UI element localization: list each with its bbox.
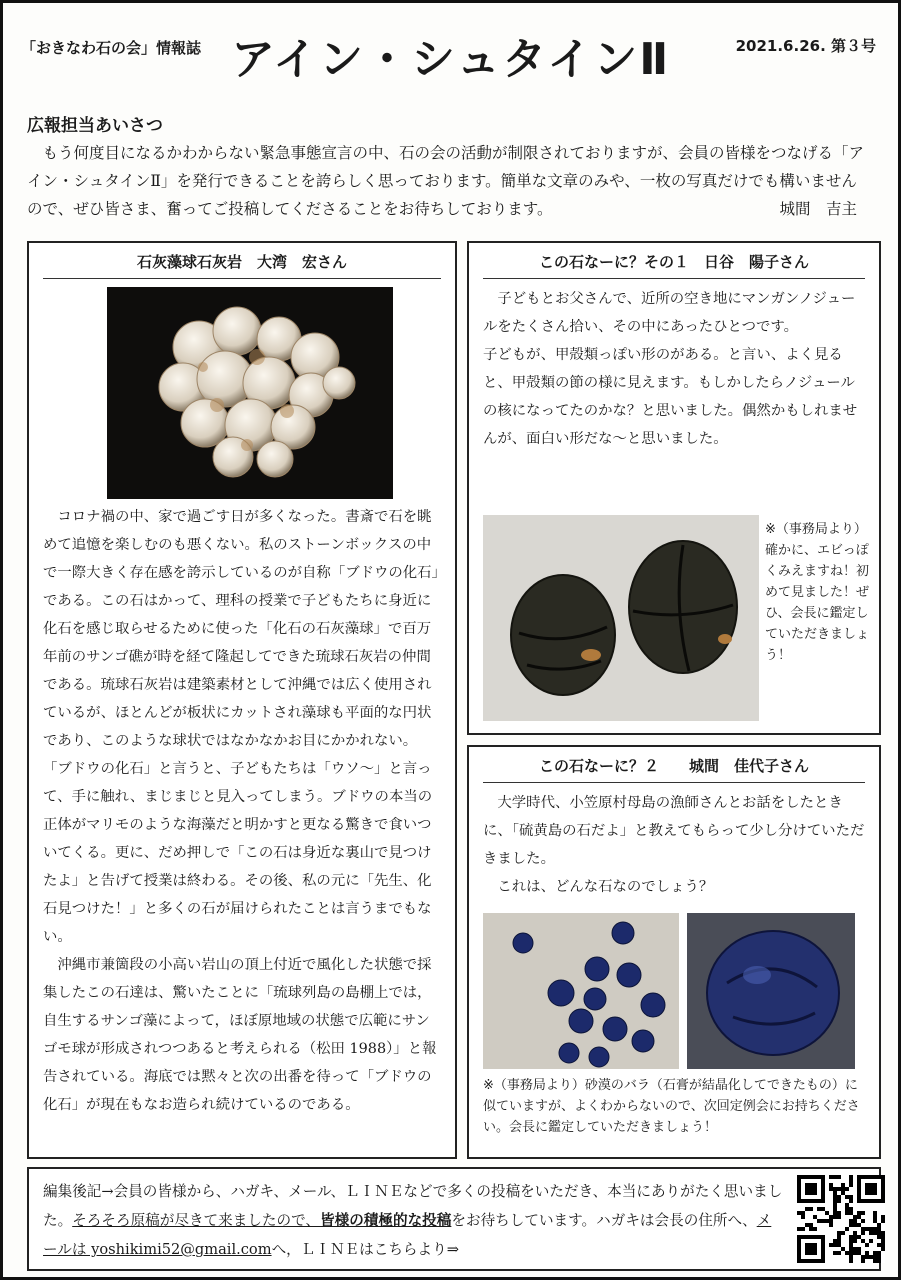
greeting-signature: 城間 吉主 [779, 200, 857, 218]
issue-date: 2021.6.26. 第３号 [735, 37, 876, 55]
footer-text-3: 皆様の積極的な投稿 [320, 1212, 452, 1229]
article-left-paragraph: 沖縄市兼箇段の小高い岩山の頂上付近で風化した状態で採集したこの石達は、驚いたことに「琉球列島の島棚上では，自生するサンゴ藻によって，ほぼ原地域の状態で広範にサンゴモ球が形成されつつあると考えられる（松田 1988）」と報告されている。海底では黙々と次の出番を待って「ブドウの化石」が現在もなお造られ続けているのである。 [43, 957, 437, 1113]
footer-text [43, 1177, 783, 1264]
article-right1-paragraph: 子どもが、甲殻類っぽい形のがある。と言い、よく見ると、甲殻類の節の様に見えます。もしかしたらノジュールの核になってたのかな？と思いました。偶然かもしれませんが、面白い形だな〜と思いました。 [483, 347, 858, 447]
blue-stone-closeup-photo [687, 913, 855, 1069]
article-right2-title: この石なーに？２ 城間 佳代子さん [483, 755, 865, 783]
article-right2-text [483, 789, 867, 901]
footer-text-1: 編集後記→会員の皆様から、ハガキ、メール、ＬＩＮＥなどで多くの投稿をいただき、本当にありがたく思いました。 [43, 1183, 783, 1229]
blue-stones-photo [483, 913, 679, 1069]
article-right2-note: ※（事務局より）砂漠のバラ（石膏が結晶化してできたもの）に似ていますが、よくわからないので、次回定例会にお持ちください。会長に鑑定していただきましょう！ [483, 1078, 860, 1135]
article-right2-box [467, 745, 881, 1159]
newsletter-title: アイン・シュタインⅡ [231, 34, 671, 85]
article-left-paragraph: 「ブドウの化石」と言うと、子どもたちは「ウソ〜」と言って、手に触れ、まじまじと見入ってしまう。ブドウの本当の正体がマリモのような海藻だと明かすと更なる驚きで食いついてくる。更に、だめ押しで「この石は身近な裏山で見つけたよ」と告げて授業は終わる。その後、私の元に「先生、化石見つけた！」と多くの石が届けられたことは言うまでもない。 [43, 761, 433, 945]
article-left-box [27, 241, 457, 1159]
newsletter-kicker: 「おきなわ石の会」情報誌 [21, 39, 202, 57]
article-right2-paragraph: これは、どんな石なのでしょう？ [497, 879, 714, 895]
blue-stones-image [483, 913, 679, 1069]
greeting-body [27, 139, 867, 223]
qr-code-icon[interactable] [797, 1175, 885, 1263]
footer-text-2: そろそろ原稿が尽きて来ましたので、 [72, 1212, 321, 1229]
article-left-title: 石灰藻球石灰岩 大湾 宏さん [43, 251, 441, 279]
qr-code-graphic [797, 1175, 885, 1263]
article-right1-box [467, 241, 881, 735]
article-right1-paragraph: 子どもとお父さんで、近所の空き地にマンガンノジュールをたくさん拾い、その中にあったひとつです。 [483, 291, 856, 335]
manganese-nodule-image [483, 515, 759, 721]
greeting-text: もう何度目になるかわからない緊急事態宣言の中、石の会の活動が制限されておりますが、会員の皆様をつなげる「アイン・シュタインⅡ」を発行できることを誇らしく思っております。簡単な文章のみや、一枚の写真だけでも構いませんので、ぜひ皆さま、奮ってご投稿してくださることをお待ちしております。 [27, 144, 865, 218]
footer-text-6: へ，ＬＩＮＥはこちらより⇒ [271, 1241, 459, 1258]
manganese-nodule-photo [483, 515, 759, 721]
article-right2-paragraph: 大学時代、小笠原村母島の漁師さんとお話をしたときに、「硫黄島の石だよ」と教えてもらって少し分けていただきました。 [483, 795, 865, 867]
article-right1-text [483, 285, 867, 453]
article-right1-title: この石なーに？その１ 日谷 陽子さん [483, 251, 865, 279]
email-link[interactable]: メールは yoshikimi52@gmail.com [43, 1212, 772, 1258]
blue-stone-closeup-image [687, 913, 855, 1069]
grape-fossil-photo [107, 287, 393, 499]
greeting-heading: 広報担当あいさつ [27, 116, 163, 136]
footer-text-4: をお待ちしています。ハガキは会長の住所へ、 [451, 1212, 757, 1229]
article-right1-note: ※（事務局より）確かに、エビっぽくみえますね！初めて見ました！ぜひ、会長に鑑定していただきましょう！ [765, 522, 870, 663]
article-left-text [43, 503, 443, 1119]
grape-fossil-image [107, 287, 393, 499]
editor-footer [27, 1167, 881, 1271]
article-left-paragraph: コロナ禍の中、家で過ごす日が多くなった。書斎で石を眺めて追憶を楽しむのも悪くない。私のストーンボックスの中で一際大きく存在感を誇示しているのが自称「ブドウの化石」である。この石はかって、理科の授業で子どもたちに身近に化石を感じ取らせるために使った「化石の石灰藻球」で百万年前のサンゴ礁が時を経て隆起してできた琉球石灰岩の仲間である。琉球石灰岩は建築素材として沖縄では広く使用されているが、ほとんどが板状にカットされ藻球も平面的な円状であり、このような球状ではなかなかお目にかかれない。 [43, 509, 439, 749]
